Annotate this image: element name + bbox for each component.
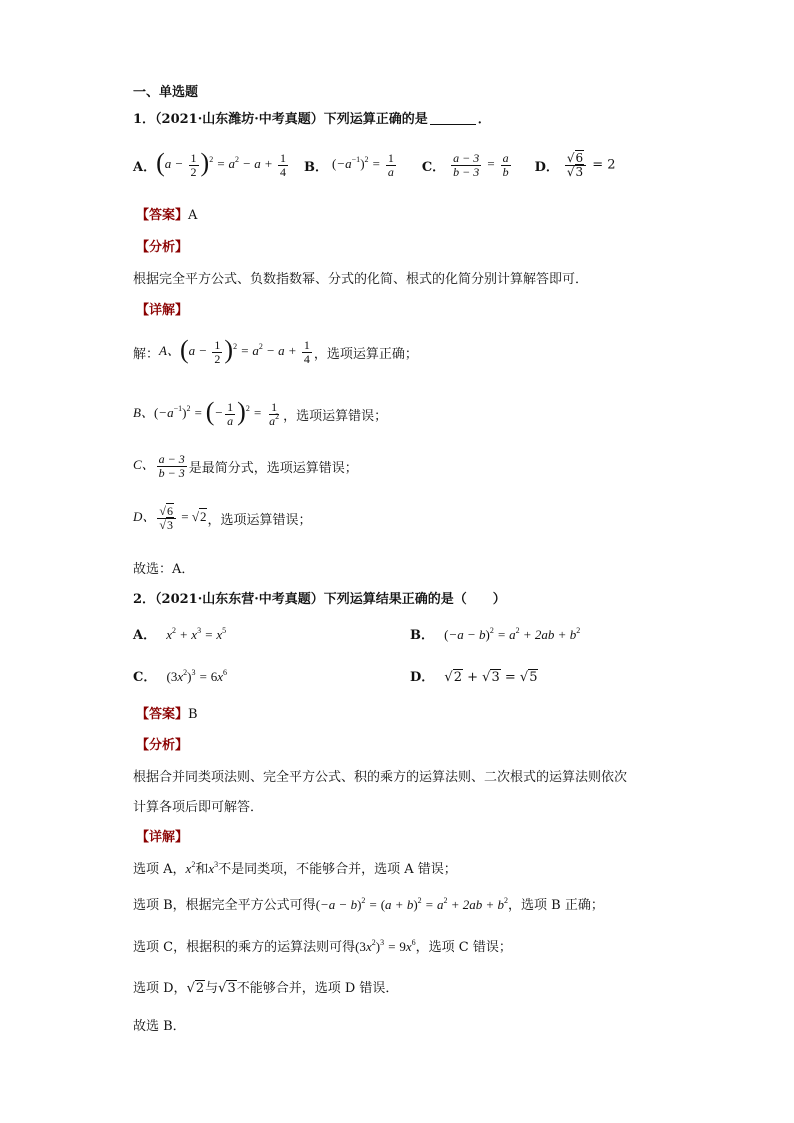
q2-option-c-expr: $(3x^2)^3 = 6x^6$ <box>166 668 228 684</box>
q1-solution-d-text: ，选项运算错误； <box>207 512 312 528</box>
q2-option-a-label: A． <box>133 628 157 643</box>
q1-answer-value: A <box>188 208 198 223</box>
q2-solution-a-term1: $x^2$ <box>185 860 196 876</box>
q2-solution-c-expr: $(3x^2)^3 = 9x^6$ <box>355 938 416 954</box>
q2-solution-b-text: ，选项 B 正确； <box>508 898 604 913</box>
q2-option-a-expr: $x^2 + x^3 = x^5$ <box>166 626 227 642</box>
q2-option-b-label: B． <box>410 628 434 643</box>
q2-solution-a-prefix: 选项 A， <box>133 862 186 877</box>
q1-stem <box>133 108 491 127</box>
q2-solution-d-term2: √3 <box>218 981 236 996</box>
q1-option-b-label: B． <box>304 159 329 175</box>
q1-prefix: 1．（2021·山东潍坊·中考真题）下列运算正确的是 <box>133 112 428 127</box>
q1-solution-c <box>133 448 358 484</box>
q2-conclusion: 故选 B． <box>133 1019 186 1034</box>
q1-answer <box>136 204 197 223</box>
q2-option-c <box>133 666 227 685</box>
section-title: 一、单选题 <box>133 85 199 100</box>
q1-solution-b-expr: B、$(-a^{-1})^2$ = (− $\frac{1}{a}$ )$^2$ = $\frac{1}{a^2}$ <box>133 397 280 428</box>
q1-suffix: ． <box>477 112 491 127</box>
q2-solution-a <box>133 858 457 877</box>
q1-solution-a-prefix: 解： <box>133 346 160 362</box>
q2-solution-c-prefix: 选项 C，根据积的乘方的运算法则可得 <box>133 940 356 955</box>
q2-analysis-line2: 计算各项后即可解答． <box>133 800 264 815</box>
q1-analysis-tag: 【分析】 <box>136 240 189 255</box>
q2-solution-b-expr: $(-a - b)^2 = (a + b)^2 = a^2 + 2ab + b^2$ <box>315 896 508 912</box>
q1-conclusion: 故选：A． <box>133 562 195 577</box>
q1-solution-a-expr: A、(a − $\frac{1}{2}$ )$^2 = a^2 - a$ + $\frac{1}{4}$ <box>159 335 310 366</box>
q2-solution-a-text: 不是同类项，不能够合并，选项 A 错误； <box>218 862 457 877</box>
q2-solution-a-mid: 和 <box>195 862 209 877</box>
q2-answer-tag: 【答案】 <box>136 707 189 722</box>
q1-option-a-label: A． <box>133 159 157 175</box>
q2-analysis-line1: 根据合并同类项法则、完全平方公式、积的乘方的运算法则、二次根式的运算法则依次 <box>133 770 628 785</box>
q2-solution-d <box>133 977 398 996</box>
q1-solution-b-text: ，选项运算错误； <box>283 408 388 424</box>
q2-answer-value: B <box>188 707 198 722</box>
q2-solution-d-mid: 与 <box>205 981 219 996</box>
q1-solution-c-text: 是最简分式，选项运算错误； <box>188 460 358 476</box>
q2-option-d-label: D． <box>410 670 435 685</box>
q2-option-c-label: C． <box>133 670 157 685</box>
q2-solution-a-term2: $x^3$ <box>208 860 219 876</box>
q2-option-d <box>410 666 538 685</box>
q2-solution-d-prefix: 选项 D， <box>133 981 187 996</box>
q2-option-b <box>410 624 580 643</box>
q2-solution-b <box>133 894 604 913</box>
q2-stem: 2．（2021·山东东营·中考真题）下列运算结果正确的是（ ） <box>133 592 506 607</box>
q2-solution-d-term1: √2 <box>186 981 205 996</box>
q1-solution-d <box>133 498 311 538</box>
q1-analysis-text: 根据完全平方公式、负数指数幂、分式的化简、根式的化简分别计算解答即可． <box>133 272 589 287</box>
q2-option-b-expr: $(-a - b)^2 = a^2 + 2ab + b^2$ <box>444 626 581 642</box>
q2-solution-c <box>133 936 512 955</box>
q1-solution-a-text: ，选项运算正确； <box>313 346 418 362</box>
q1-solution-d-expr: D、 $\frac{√6}{√3}$ = √2 <box>133 503 207 532</box>
q2-detail-tag: 【详解】 <box>136 830 189 845</box>
q1-option-c-expr: $\frac{a - 3}{b - 3}$ = $\frac{a}{b}$ <box>453 150 509 179</box>
q1-option-d-expr: $\frac{√6}{√3}$ = 2 <box>566 150 616 179</box>
q1-solution-a <box>133 332 418 372</box>
q1-solution-b <box>133 394 387 434</box>
q2-option-d-expr: √2 + √3 = √5 <box>444 670 538 685</box>
q2-analysis-tag: 【分析】 <box>136 738 189 753</box>
q1-options <box>133 146 616 184</box>
q1-answer-tag: 【答案】 <box>136 208 189 223</box>
q1-detail-tag: 【详解】 <box>136 303 189 318</box>
q1-option-d-label: D． <box>534 159 559 175</box>
q1-answer-blank <box>430 112 476 125</box>
q2-answer <box>136 703 198 722</box>
q1-solution-c-expr: C、 $\frac{a - 3}{b - 3}$ <box>133 451 185 480</box>
q1-option-c-label: C． <box>421 159 446 175</box>
q1-option-a-expr: (a − $\frac{1}{2}$ )$^2 = a^2 - a$ + $\frac{1}{4}$ <box>156 148 287 179</box>
q2-solution-c-text: ，选项 C 错误； <box>415 940 512 955</box>
q1-option-b-expr: $(-a^{-1})^2$ = $\frac{1}{a}$ <box>332 150 394 179</box>
q2-option-a <box>133 624 226 643</box>
q2-solution-b-prefix: 选项 B，根据完全平方公式可得 <box>133 898 316 913</box>
q2-solution-d-text: 不能够合并，选项 D 错误． <box>236 981 399 996</box>
